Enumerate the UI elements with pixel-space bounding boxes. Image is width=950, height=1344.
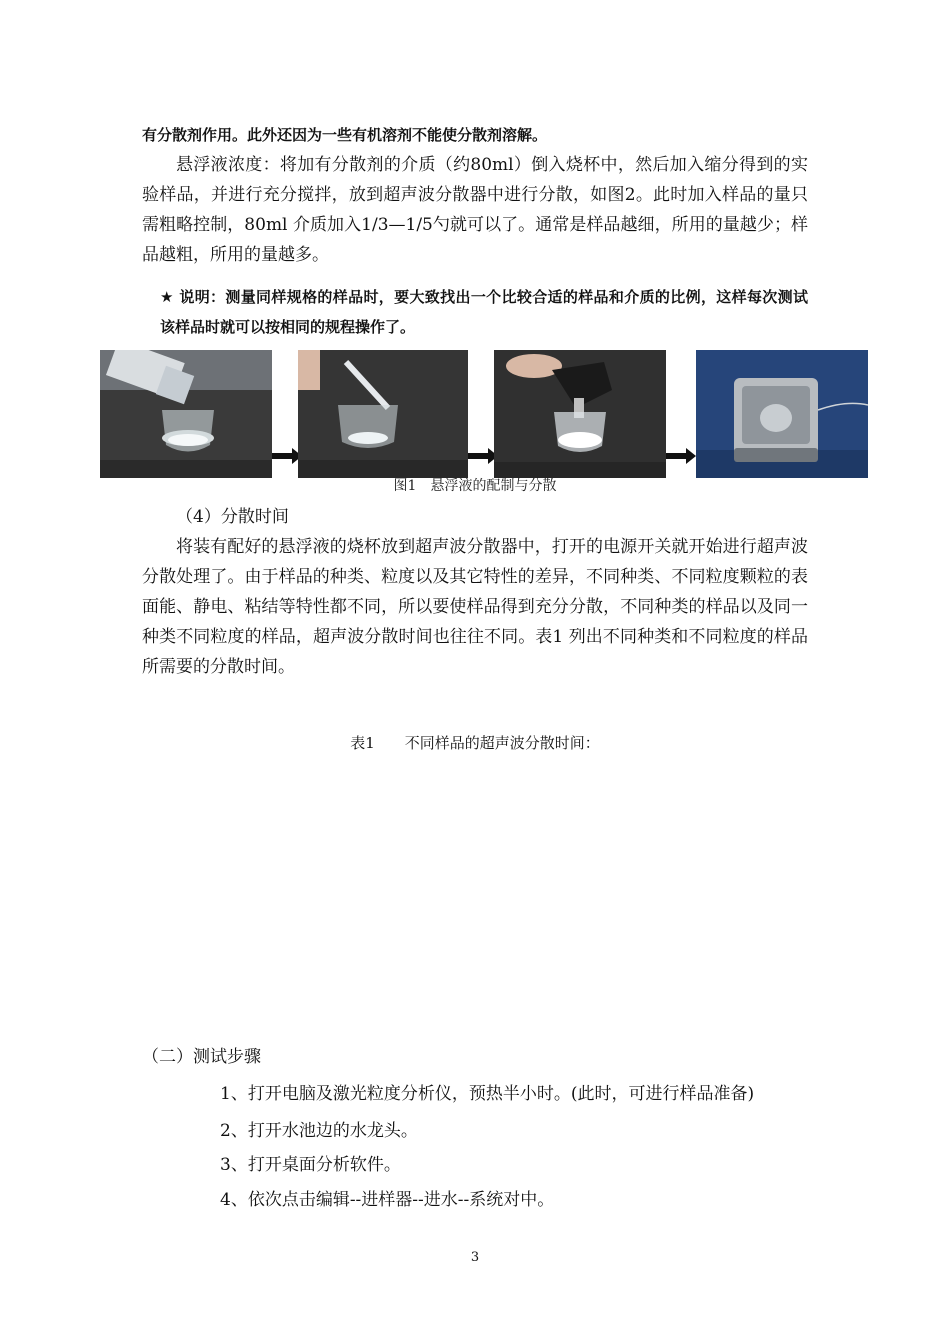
concentration-paragraph: 悬浮液浓度：将加有分散剂的介质（约80ml）倒入烧杯中，然后加入缩分得到的实验样品，并进行充分搅拌，放到超声波分散器中进行分散，如图2。此时加入样品的量只需粗略控制，80ml 介质加入1/3—1/5勺就可以了。通常是样品越细，所用的量越少；样品越粗，所用的量越多。	[142, 155, 808, 265]
figure-photo-strip	[100, 350, 868, 478]
add-sample-spoon-photo	[298, 350, 468, 478]
step-item: 4、依次点击编辑--进样器--进水--系统对中。	[220, 1190, 555, 1210]
arrow-3-icon	[666, 448, 696, 464]
step-item: 1、打开电脑及激光粒度分析仪，预热半小时。(此时，可进行样品准备)	[220, 1084, 755, 1104]
table-caption: 表1 不同样品的超声波分散时间：	[350, 734, 600, 752]
ultrasonic-bath-photo	[696, 350, 868, 478]
section-4-heading: （4）分散时间	[176, 507, 289, 527]
figure-caption: 图1 悬浮液的配制与分散	[393, 478, 557, 494]
step-item: 3、打开桌面分析软件。	[220, 1155, 401, 1175]
intro-tail-paragraph: 有分散剂作用。此外还因为一些有机溶剂不能使分散剂溶解。	[142, 126, 548, 144]
pour-liquid-photo	[100, 350, 272, 478]
dispersion-time-paragraph: 将装有配好的悬浮液的烧杯放到超声波分散器中，打开的电源开关就开始进行超声波分散处理了。由于样品的种类、粒度以及其它特性的差异，不同种类、不同粒度颗粒的表面能、静电、粘结等特性都不同，所以要使样品得到充分分散，不同种类的样品以及同一种类不同粒度的样品，超声波分散时间也往往不同。表1 列出不同种类和不同粒度的样品所需要的分散时间。	[142, 537, 808, 677]
page-number: 3	[470, 1250, 480, 1265]
section-2-heading: （二）测试步骤	[142, 1047, 261, 1067]
note-paragraph: ★ 说明：测量同样规格的样品时，要大致找出一个比较合适的样品和介质的比例，这样每次测试该样品时就可以按相同的规程操作了。	[160, 288, 808, 336]
ultrasonic-probe-photo	[494, 350, 666, 478]
step-item: 2、打开水池边的水龙头。	[220, 1121, 418, 1141]
